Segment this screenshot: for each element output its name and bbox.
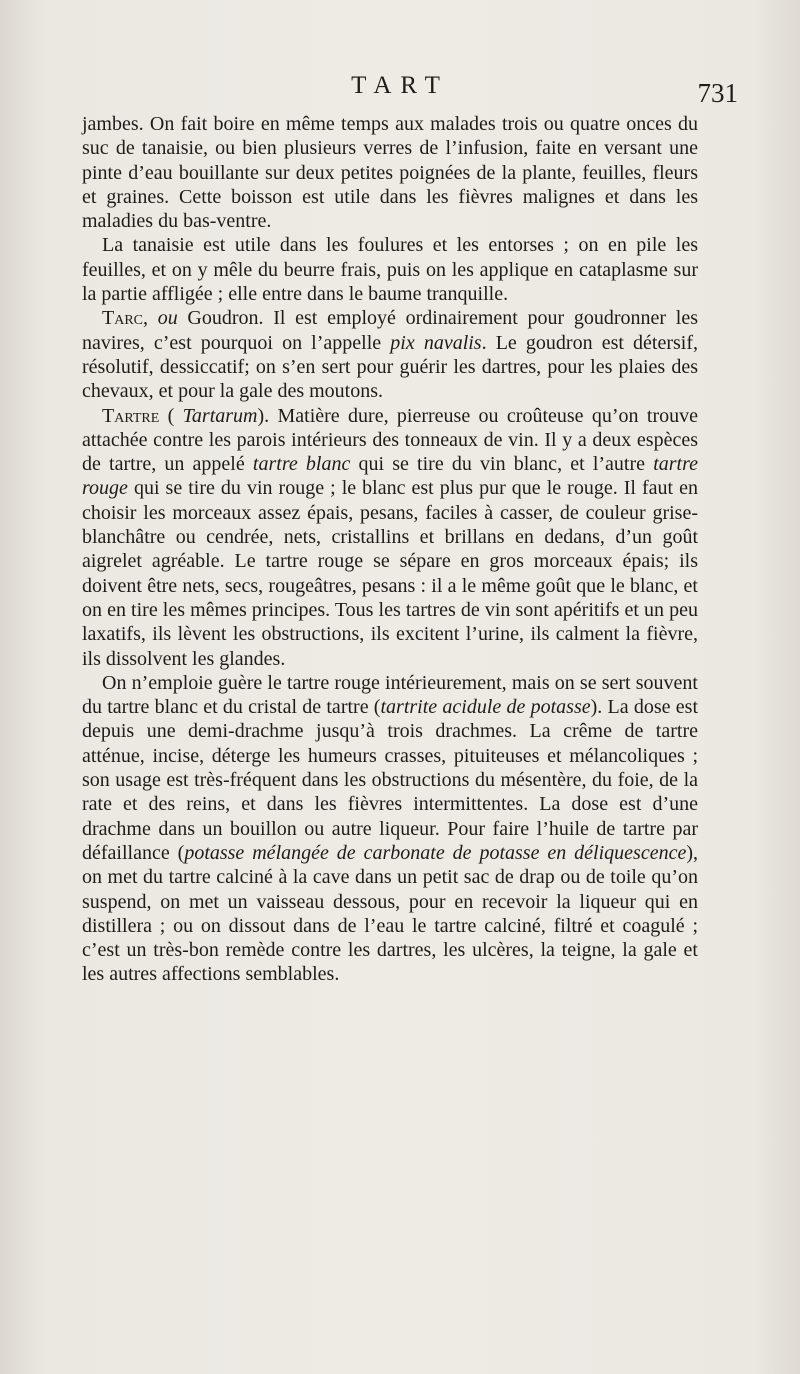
text-run: Goudron. Il est employé ordinairement pour goudronner les navires, c’est pourquoi on l’appelle xyxy=(82,307,698,354)
italic-text: ou xyxy=(157,307,178,330)
italic-text: Tartarum xyxy=(182,404,258,427)
page-header xyxy=(0,72,800,112)
paragraph xyxy=(82,671,698,987)
entry-headword: Tarc xyxy=(102,307,144,330)
italic-text: tartre blanc xyxy=(252,453,351,476)
text-run: qui se tire du vin blanc, et l’autre xyxy=(350,453,654,476)
italic-text: potasse mélangée de carbonate de potasse en déliquescence xyxy=(184,841,687,864)
text-run: ), on met du tartre calciné à la cave dans un petit sac de drap ou de toile qu’on suspend, on met un vaisseau dessous, pour en recevoir la liqueur qui en distillera ; ou on dissout dans de l’eau le tartre calciné, filtré et coagulé ; c’est un très-bon remède contre les dartres, les ulcères, la teigne, la gale et les autres affections semblables. xyxy=(82,841,699,986)
text-run: . Le goudron est détersif, résolutif, dessiccatif; on s’en sert pour guérir les dartres, pour les plaies des chevaux, et pour la gale des moutons. xyxy=(82,331,698,403)
text-run: ). La dose est depuis une demi-drachme jusqu’à trois drachmes. La crême de tartre atténue, incise, déterge les humeurs crasses, pituiteuses et mélancoliques ; son usage est très-fréquent dans les obstructions du mésentère, du foie, de la rate et des reins, et dans les fièvres intermittentes. La dose est d’une drachme dans un bouillon ou autre liqueur. Pour faire l’huile de tartre par défaillance ( xyxy=(82,696,699,864)
text-run: jambes. On fait boire en même temps aux malades trois ou quatre onces du suc de tanaisie, ou bien plusieurs verres de l’infusion, faite en versant une pinte d’eau bouillante sur deux petites poignées de la plante, feuilles, fleurs et graines. Cette boisson est utile dans les fièvres malignes et dans les maladies du bas-ventre. xyxy=(82,113,698,233)
text-run: qui se tire du vin rouge ; le blanc est plus pur que le rouge. Il faut en choisir les morceaux assez épais, pesans, faciles à casser, de couleur grise-blanchâtre ou cendrée, nets, cristallins et brillans en dedans, d’un goût aigrelet agréable. Le tartre rouge se sépare en gros morceaux épais; ils doivent être nets, secs, rougeâtres, pesans : il a le même goût que le blanc, et on en tire les mêmes principes. Tous les tartres de vin sont apéritifs et un peu laxatifs, ils lèvent les obstructions, ils excitent l’urine, ils calment la fièvre, ils dissolvent les glandes. xyxy=(82,477,698,670)
entry-headword: Tartre xyxy=(102,404,160,427)
italic-text: tartre rouge xyxy=(82,453,699,500)
paragraph xyxy=(82,233,698,306)
paragraph xyxy=(82,404,698,671)
paragraph xyxy=(82,306,698,403)
italic-text: pix navalis xyxy=(390,331,482,354)
text-run: , xyxy=(143,307,158,330)
running-head: TART xyxy=(351,72,449,99)
paragraph xyxy=(82,112,698,233)
page-number: 731 xyxy=(697,78,738,108)
italic-text: tartrite acidule de potasse xyxy=(380,696,591,719)
text-run: La tanaisie est utile dans les foulures et les entorses ; on en pile les feuilles, et on y mêle du beurre frais, puis on les applique en cataplasme sur la partie affligée ; elle entre dans le baume tranquille. xyxy=(82,234,698,306)
body-text xyxy=(82,112,698,987)
text-run: ( xyxy=(159,404,183,427)
text-run: ). Matière dure, pierreuse ou croûteuse qu’on trouve attachée contre les parois intérieurs des tonneaux de vin. Il y a deux espèces de tartre, un appelé xyxy=(82,404,698,476)
text-run: On n’emploie guère le tartre rouge intérieurement, mais on se sert souvent du tartre blanc et du cristal de tartre ( xyxy=(82,671,698,719)
